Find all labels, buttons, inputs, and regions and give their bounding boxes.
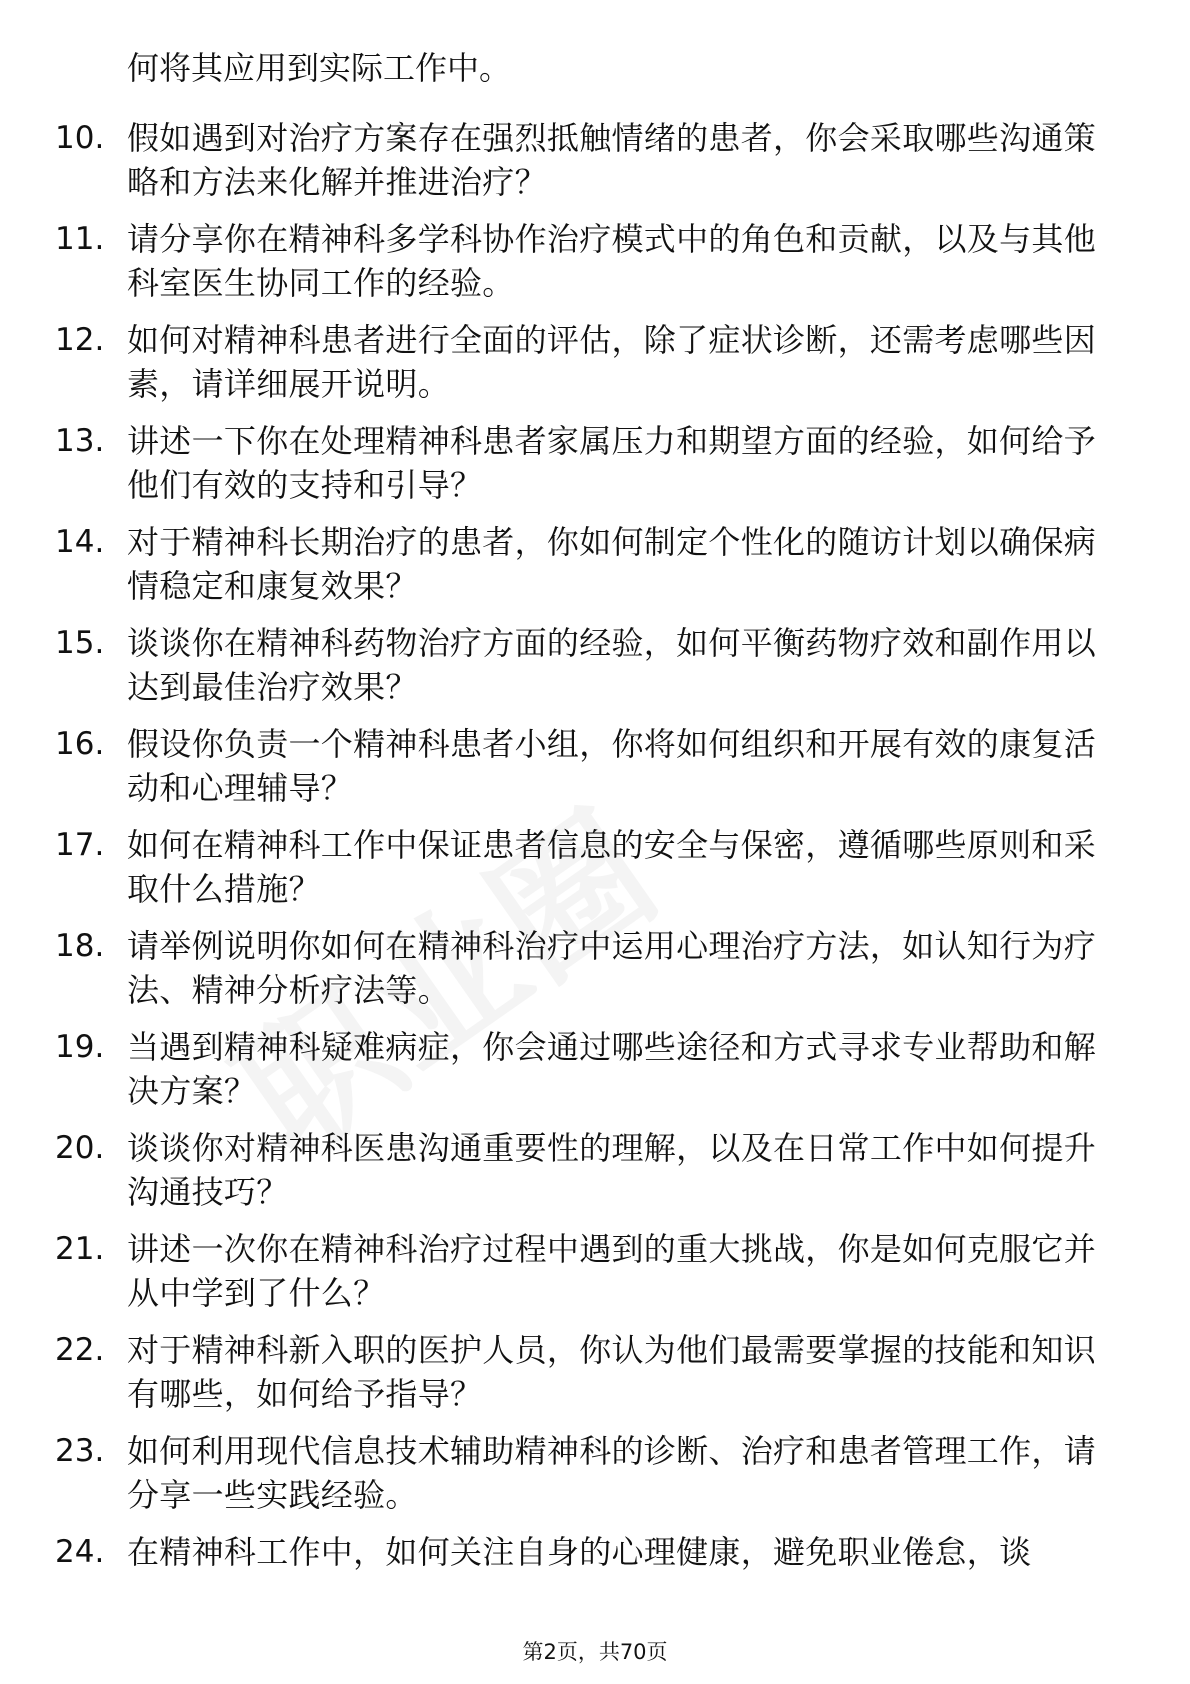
- list-item: [55, 1429, 1125, 1530]
- question-text: 假如遇到对治疗方案存在强烈抵触情绪的患者，你会采取哪些沟通策略和方法来化解并推进治疗？: [127, 119, 1097, 201]
- question-number: 21.: [55, 1231, 105, 1267]
- question-text: 对于精神科新入职的医护人员，你认为他们最需要掌握的技能和知识有哪些，如何给予指导？: [127, 1331, 1097, 1413]
- page-footer: 第2页，共70页: [522, 1640, 668, 1664]
- question-number: 20.: [55, 1130, 105, 1166]
- list-item: [55, 1025, 1125, 1126]
- question-text: 对于精神科长期治疗的患者，你如何制定个性化的随访计划以确保病情稳定和康复效果？: [127, 523, 1097, 605]
- list-item: [55, 520, 1125, 621]
- question-text: 谈谈你在精神科药物治疗方面的经验，如何平衡药物疗效和副作用以达到最佳治疗效果？: [127, 624, 1097, 706]
- question-list: [55, 116, 1125, 1631]
- question-text: 在精神科工作中，如何关注自身的心理健康，避免职业倦怠，谈: [127, 1533, 1032, 1571]
- question-text: 假设你负责一个精神科患者小组，你将如何组织和开展有效的康复活动和心理辅导？: [127, 725, 1097, 807]
- question-number: 19.: [55, 1029, 105, 1065]
- list-item: [55, 116, 1125, 217]
- question-number: 13.: [55, 423, 105, 459]
- question-number: 10.: [55, 120, 105, 156]
- question-text: 请举例说明你如何在精神科治疗中运用心理治疗方法，如认知行为疗法、精神分析疗法等。: [127, 927, 1097, 1009]
- question-number: 17.: [55, 827, 105, 863]
- list-item: [55, 1530, 1125, 1631]
- question-text: 请分享你在精神科多学科协作治疗模式中的角色和贡献，以及与其他科室医生协同工作的经验。: [127, 220, 1097, 302]
- question-text: 讲述一次你在精神科治疗过程中遇到的重大挑战，你是如何克服它并从中学到了什么？: [127, 1230, 1097, 1312]
- question-text: 如何对精神科患者进行全面的评估，除了症状诊断，还需考虑哪些因素，请详细展开说明。: [127, 321, 1097, 403]
- list-item: [55, 621, 1125, 722]
- list-item: [55, 823, 1125, 924]
- list-item: [55, 1227, 1125, 1328]
- list-item: [55, 924, 1125, 1025]
- question-number: 15.: [55, 625, 105, 661]
- list-item: [55, 722, 1125, 823]
- list-item: [55, 217, 1125, 318]
- list-item: [55, 1328, 1125, 1429]
- continuation-text: 何将其应用到实际工作中。: [127, 49, 512, 87]
- question-number: 14.: [55, 524, 105, 560]
- question-number: 16.: [55, 726, 105, 762]
- question-text: 讲述一下你在处理精神科患者家属压力和期望方面的经验，如何给予他们有效的支持和引导？: [127, 422, 1097, 504]
- question-text: 谈谈你对精神科医患沟通重要性的理解，以及在日常工作中如何提升沟通技巧？: [127, 1129, 1097, 1211]
- question-number: 18.: [55, 928, 105, 964]
- question-number: 24.: [55, 1534, 105, 1570]
- question-text: 如何利用现代信息技术辅助精神科的诊断、治疗和患者管理工作，请分享一些实践经验。: [127, 1432, 1097, 1514]
- question-number: 12.: [55, 322, 105, 358]
- question-text: 当遇到精神科疑难病症，你会通过哪些途径和方式寻求专业帮助和解决方案？: [127, 1028, 1097, 1110]
- question-number: 22.: [55, 1332, 105, 1368]
- question-number: 23.: [55, 1433, 105, 1469]
- question-number: 11.: [55, 221, 105, 257]
- list-item: [55, 1126, 1125, 1227]
- question-text: 如何在精神科工作中保证患者信息的安全与保密，遵循哪些原则和采取什么措施？: [127, 826, 1097, 908]
- list-item: [55, 419, 1125, 520]
- list-item: [55, 318, 1125, 419]
